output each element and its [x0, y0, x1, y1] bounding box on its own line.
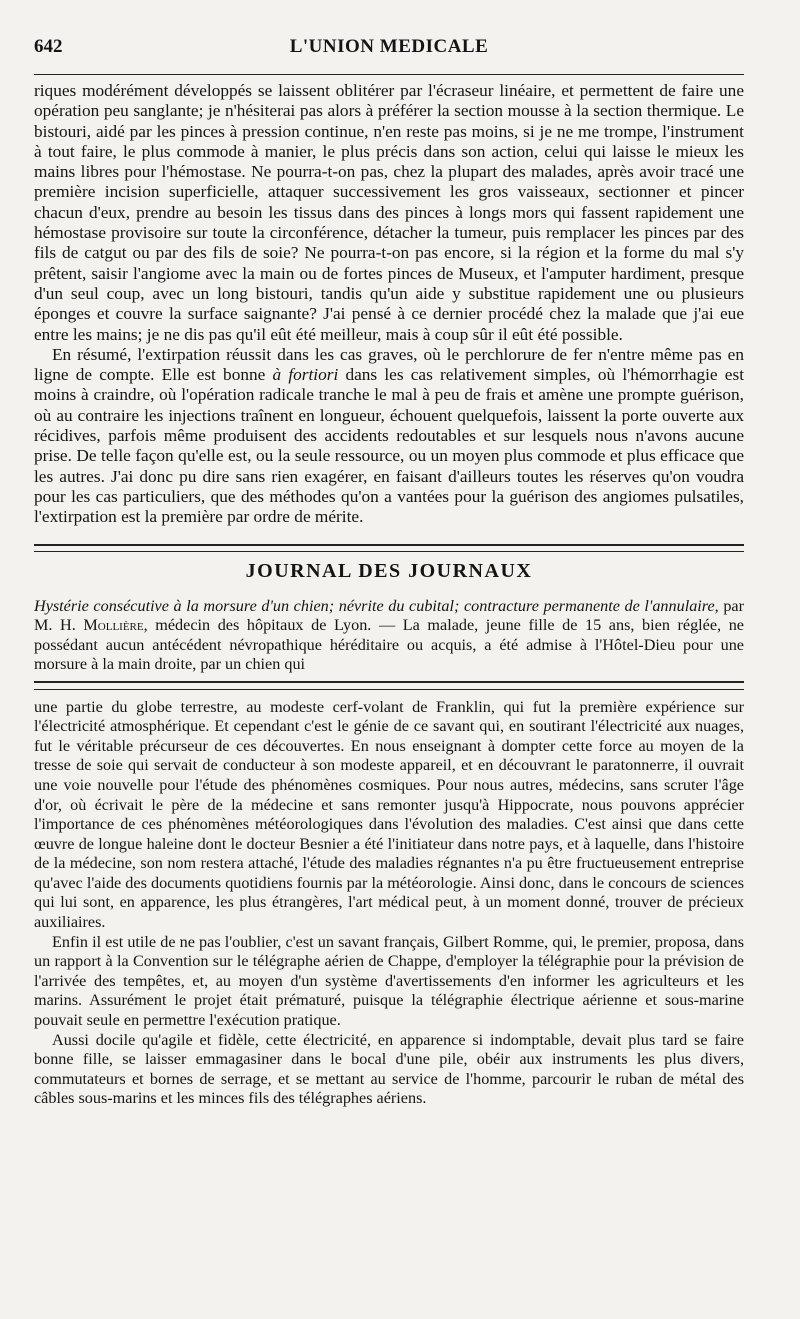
feuilleton-paragraph-2: Enfin il est utile de ne pas l'oublier, c'est un savant français, Gilbert Romme, qui, le premier, proposa, dans un rapport à la Convention sur le télégraphe aérien de Chappe, d'employer la télégraphie pour la prévision de l'arrivée des tempêtes, et, au moyen d'un système d'avertissements d'en informer les agriculteurs et les marins. Assurément le projet était prématuré, puisque la télégraphie électrique aérienne et sous-marine pouvait seule en permettre l'exécution pratique.	[34, 932, 744, 1030]
journal-entry	[34, 597, 744, 675]
feuilleton-paragraph-1: une partie du globe terrestre, au modeste cerf-volant de Franklin, qui fut la première expérience sur l'électricité atmosphérique. Et cependant c'est le génie de ce savant qui, en soutirant l'électricité aux nuages, fut le véritable précurseur de ces découvertes. En nous enseignant à dompter cette force au moyen de la tresse de soie qui servait de conducteur à son modeste appareil, et en découvrant le paratonnerre, il ouvrait une voie nouvelle pour l'étude des phénomènes cosmiques. Pour nous autres, médecins, sans scruter l'âge d'or, où écrivait le père de la médecine et sans remonter jusqu'à Hippocrate, nous pouvons apprécier l'importance de ces phénomènes météorologiques dans l'évolution des maladies. C'est ainsi que dans cette œuvre de longue haleine dont le docteur Besnier a été l'initiateur dans notre pays, et à laquelle, dans l'histoire de la médecine, son nom restera attaché, l'étude des maladies régnantes n'a pu être fructueusement entreprise qu'avec l'aide des documents quotidiens fournis par la météorologie. Ainsi donc, dans le concours de sciences qui lui sont, en apparence, les plus étrangères, l'art médical peut, à un moment donné, trouver de précieux auxiliaires.	[34, 697, 744, 932]
section-title: JOURNAL DES JOURNAUX	[245, 559, 533, 582]
main-article	[34, 81, 744, 528]
main-paragraph-2-end: dans les cas relativement simples, où l'hémorrhagie est moins à craindre, où l'opération radicale tranche le mal à peu de frais et amène une prompte guérison, où au contraire les injections traînent en longueur, échouent quelquefois, laissent la porte ouverte aux récidives, parfois même produisent des accidents redoutables et sur lesquels nous n'avons aucune prise. De telle façon qu'elle est, ou la seule ressource, ou un moyen plus commode et plus efficace que les autres. J'ai donc pu dire sans rien exagérer, en faisant d'ailleurs toutes les réserves qu'on voudra pour les cas particuliers, que des méthodes qu'on a vantées pour la guérison des angiomes pulsatiles, l'extirpation est la première par ordre de mérite.	[34, 365, 745, 527]
author-prefix: par M. H.	[34, 596, 744, 635]
feuilleton-divider	[34, 681, 744, 690]
feuilleton-paragraph-3: Aussi docile qu'agile et fidèle, cette électricité, en apparence si indomptable, devait plus tard se faire bonne fille, se laisser emmagasiner dans le bocal d'une pile, obéir aux instruments les plus divers, commutateurs et bornes de serrage, et se mettant au service de l'homme, parcourir le ruban de métal des câbles sous-marins et les minces fils des télégraphes aériens.	[34, 1030, 744, 1108]
header-rule	[34, 74, 744, 75]
main-paragraph-1: riques modérément développés se laissent oblitérer par l'écraseur linéaire, et permettent de faire une opération peu sanglante; je n'hésiterai pas alors à préférer la section mousse à la section thermique. Le bistouri, aidé par les pinces à pression continue, n'en reste pas moins, si je ne me trompe, l'instrument à tout faire, le plus commode à manier, le plus précis dans son action, celui qui laisse le mieux les mains libres pour l'hémostase. Ne pourra-t-on pas, chez la plupart des malades, après avoir tracé une première incision superficielle, attaquer successivement les gros vaisseaux, sectionner et pincer chacun d'eux, prendre au besoin les tissus dans des pinces à longs mors qui fassent rapidement une hémostase provisoire sur toute la circonférence, détacher la tumeur, puis remplacer les pinces par des fils de catgut ou par des fils de soie? Ne pourra-t-on pas encore, si la région et la forme du mal s'y prêtent, saisir l'angiome avec la main ou de fortes pinces de Museux, et l'amputer hardiment, presque d'un seul coup, avec un long bistouri, tandis qu'un aide y substitue rapidement une ou plusieurs éponges et couvre la surface saignante? J'ai pensé à ce dernier procédé chez la malade que j'ai eue entre les mains; je ne dis pas qu'il eût été meilleur, mais à coup sûr il eût été possible.	[34, 81, 744, 344]
section-divider	[34, 544, 744, 552]
main-paragraph-2-start: En résumé, l'extirpation réussit dans les cas graves, où le perchlorure de fer n'entre même pas en ligne de compte. Elle est bonne	[34, 344, 744, 385]
article-body: , médecin des hôpitaux de Lyon. — La malade, jeune fille de 15 ans, bien réglée, ne possédant aucun antécédent névropathique héréditaire ou acquis, a été admise à l'Hôtel-Dieu pour une morsure à la main droite, par un chien qui	[34, 616, 744, 674]
italic-phrase: à fortiori	[272, 365, 339, 385]
main-paragraph-2	[34, 345, 744, 528]
author-name: Mollière	[83, 616, 144, 635]
page-header	[34, 36, 744, 64]
feuilleton-text	[34, 698, 744, 1109]
article-title: Hystérie consécutive à la morsure d'un chien; névrite du cubital; contracture permanente de l'annulaire,	[34, 596, 719, 615]
page-number: 642	[34, 36, 63, 57]
running-title: L'UNION MEDICALE	[289, 36, 489, 57]
